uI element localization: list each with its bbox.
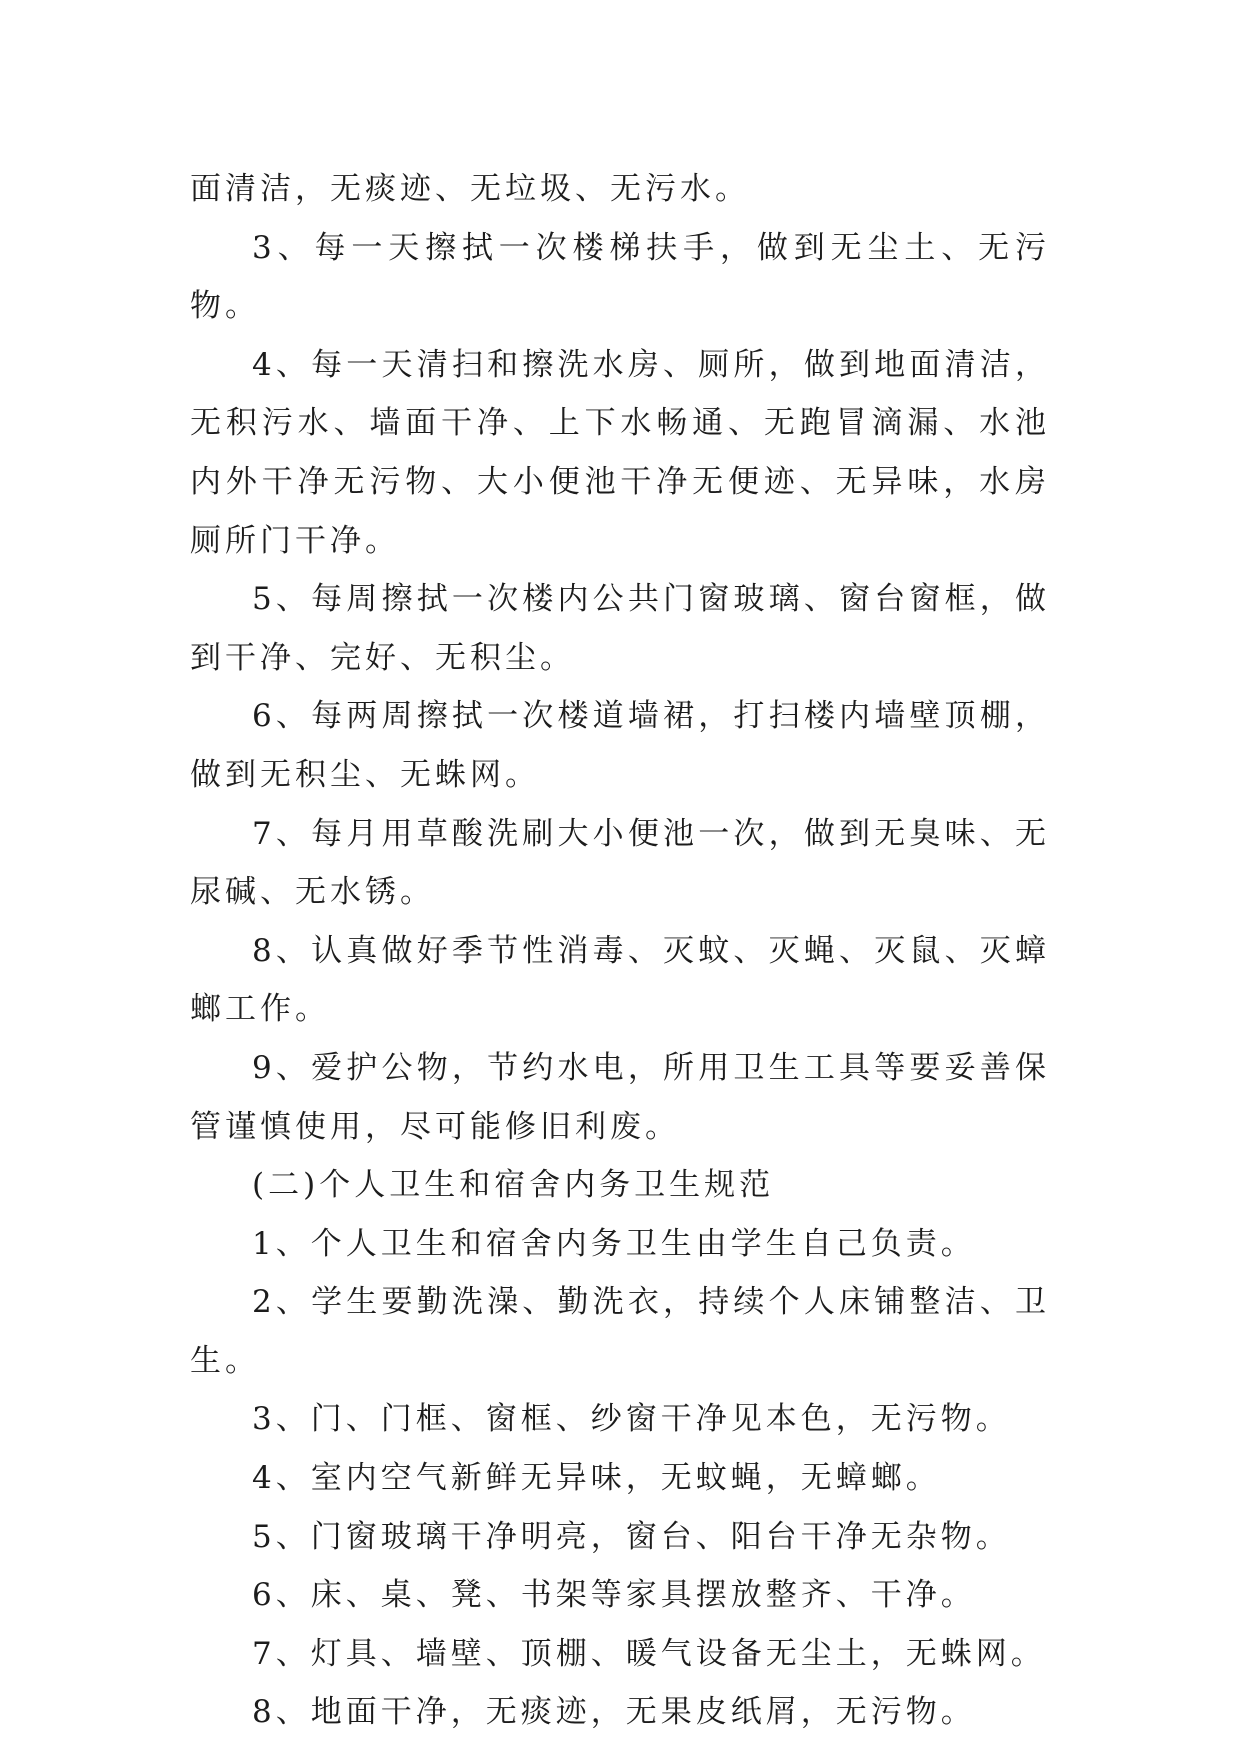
paragraph-item-8: 8、认真做好季节性消毒、灭蚊、灭蝇、灭鼠、灭蟑螂工作。: [190, 932, 1050, 1028]
list-item: 6、床、桌、凳、书架等家具摆放整齐、干净。: [252, 1577, 976, 1614]
list-item: 1、个人卫生和宿舍内务卫生由学生自己负责。: [252, 1225, 976, 1262]
list-item: 4、室内空气新鲜无异味，无蚊蝇，无蟑螂。: [252, 1460, 941, 1497]
list-item: 3、门、门框、窗框、纱窗干净见本色，无污物。: [252, 1401, 1011, 1438]
list-item: 5、门窗玻璃干净明亮，窗台、阳台干净无杂物。: [252, 1518, 1011, 1555]
list-item: 8、地面干净，无痰迹，无果皮纸屑，无污物。: [252, 1694, 976, 1731]
paragraph-item-7: 7、每月用草酸洗刷大小便池一次，做到无臭味、无尿碱、无水锈。: [190, 815, 1050, 911]
paragraph-item-4: 4、每一天清扫和擦洗水房、厕所，做到地面清洁，无积污水、墙面干净、上下水畅通、无跑冒滴漏、水池内外干净无污物、大小便池干净无便迹、无异味，水房厕所门干净。: [190, 346, 1050, 559]
paragraph-item-3: 3、每一天擦拭一次楼梯扶手，做到无尘土、无污物。: [190, 229, 1050, 325]
list-item: 7、灯具、墙壁、顶棚、暖气设备无尘土，无蛛网。: [252, 1635, 1046, 1672]
paragraph-item-5: 5、每周擦拭一次楼内公共门窗玻璃、窗台窗框，做到干净、完好、无积尘。: [190, 581, 1050, 676]
paragraph-item-9: 9、爱护公物，节约水电，所用卫生工具等要妥善保管谨慎使用，尽可能修旧利废。: [190, 1049, 1050, 1145]
paragraph-item-6: 6、每两周擦拭一次楼道墙裙，打扫楼内墙壁顶棚，做到无积尘、无蛛网。: [190, 698, 1050, 793]
document-body: [190, 160, 1050, 1742]
section-heading: (二)个人卫生和宿舍内务卫生规范: [252, 1167, 775, 1204]
list-item: 2、学生要勤洗澡、勤洗衣，持续个人床铺整洁、卫生。: [190, 1284, 1050, 1379]
paragraph-continued: 面清洁，无痰迹、无垃圾、无污水。: [190, 171, 750, 207]
